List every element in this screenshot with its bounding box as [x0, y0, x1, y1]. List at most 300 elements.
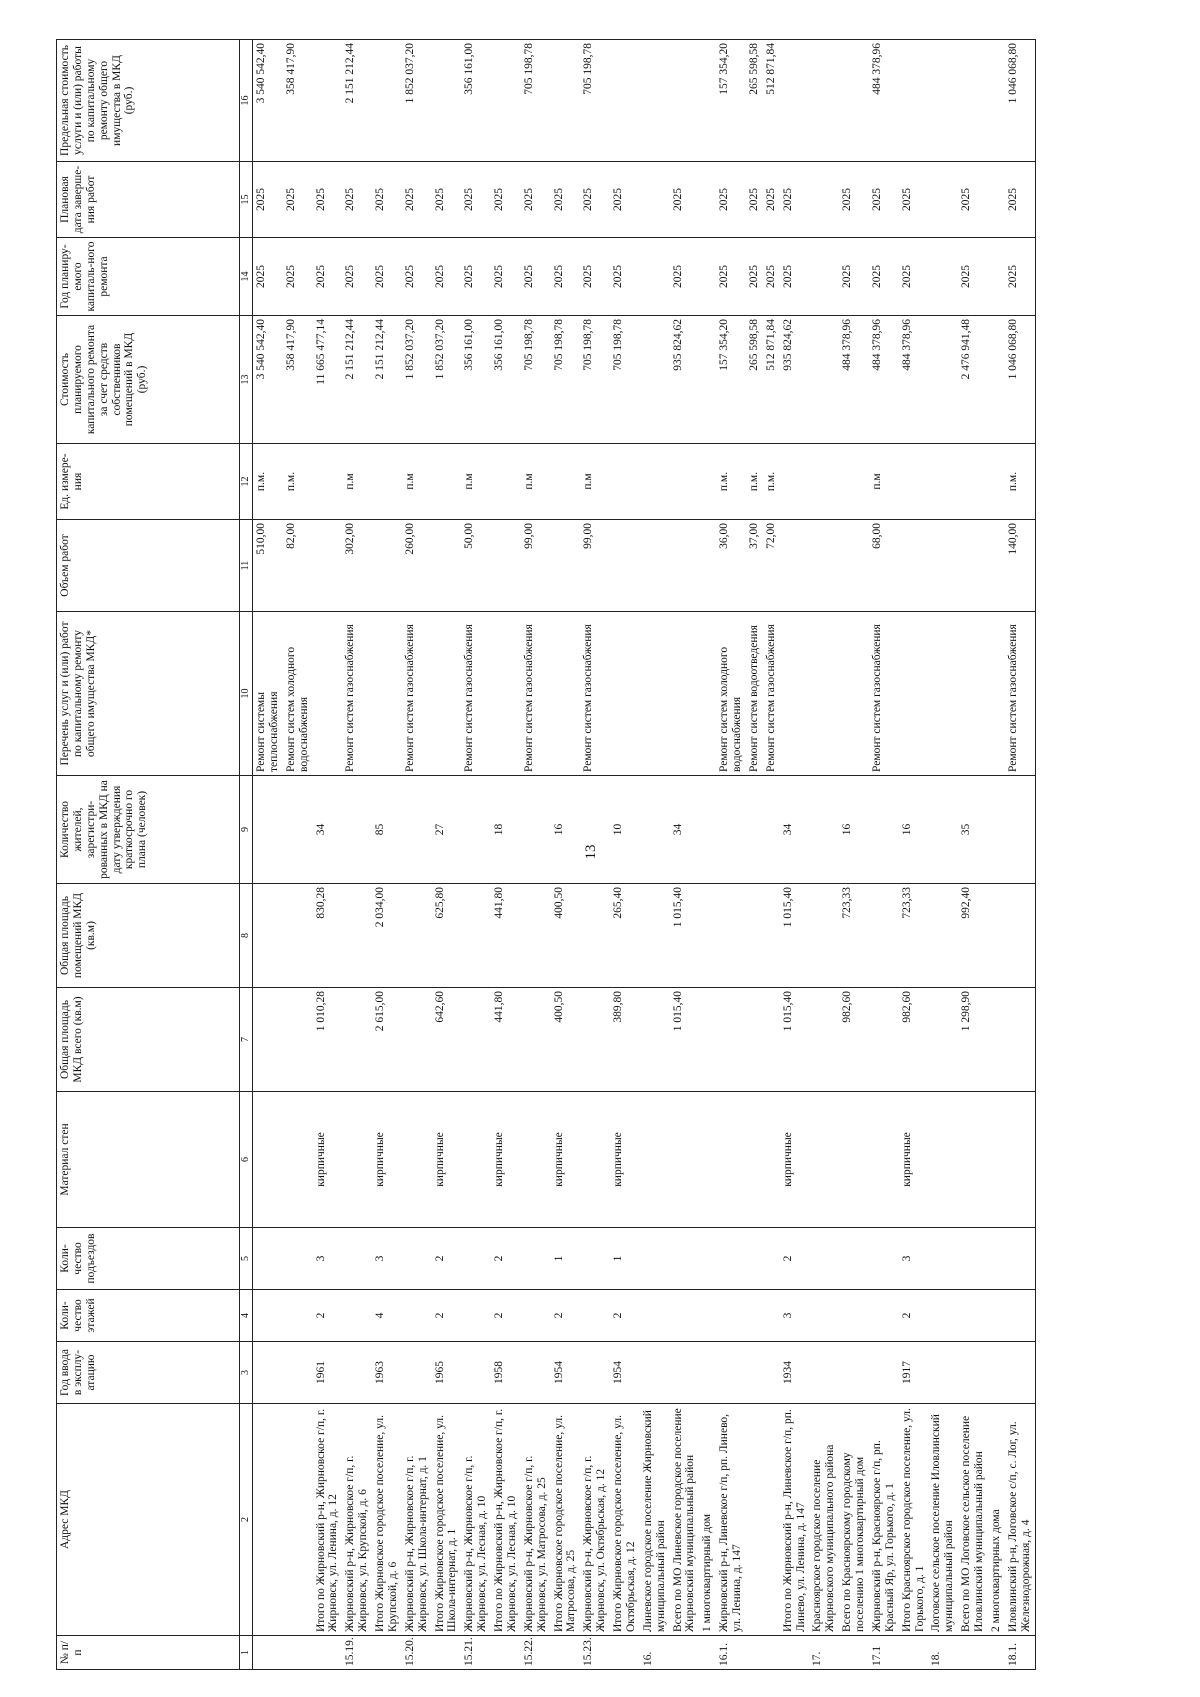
row-number: 16.1.	[716, 1636, 746, 1670]
year-built-cell	[253, 1342, 283, 1404]
unit-cell: п.м.	[1005, 444, 1035, 520]
total-area-cell	[640, 988, 670, 1092]
entrances-cell	[958, 1228, 988, 1290]
residents-cell: 34	[670, 776, 700, 884]
completion-date-cell: 2025	[580, 162, 610, 238]
col-header: Коли-чество этажей	[57, 1290, 240, 1342]
cost-cell: 2 151 212,44	[372, 316, 402, 444]
col-number: 11	[240, 520, 253, 612]
entrances-cell: 1	[610, 1228, 640, 1290]
premises-area-cell: 830,28	[313, 884, 343, 988]
completion-date-cell: 2025	[716, 162, 746, 238]
residents-cell	[869, 776, 899, 884]
total-area-cell: 1 010,28	[313, 988, 343, 1092]
address-cell: Красноярское городское поселение Жирновского муниципального района	[809, 1404, 839, 1636]
work-list-cell	[610, 612, 640, 776]
table-row	[461, 40, 491, 1670]
premises-area-cell: 1 015,40	[780, 884, 810, 988]
col-header: Предельная стоимость услуги и (или) работы по капитальному ремонту общего имущества в МКД (руб.)	[57, 40, 240, 162]
unit-cell	[699, 444, 716, 520]
total-area-cell	[716, 988, 746, 1092]
table-row	[670, 40, 700, 1670]
entrances-cell: 2	[432, 1228, 462, 1290]
limit-cost-cell	[958, 40, 988, 162]
cost-cell: 1 852 037,20	[402, 316, 432, 444]
premises-area-cell: 992,40	[958, 884, 988, 988]
completion-date-cell: 2025	[342, 162, 372, 238]
total-area-cell	[763, 988, 780, 1092]
wall-material-cell	[670, 1092, 700, 1228]
table-row	[342, 40, 372, 1670]
rotated-page	[56, 40, 1112, 1670]
total-area-cell	[988, 988, 1005, 1092]
work-volume-cell: 302,00	[342, 520, 372, 612]
wall-material-cell: кирпичные	[491, 1092, 521, 1228]
limit-cost-cell	[313, 40, 343, 162]
completion-date-cell: 2025	[763, 162, 780, 238]
completion-date-cell: 2025	[253, 162, 283, 238]
entrances-cell: 3	[372, 1228, 402, 1290]
table-row	[1005, 40, 1035, 1670]
repair-year-cell: 2025	[839, 238, 869, 316]
repair-year-cell: 2025	[670, 238, 700, 316]
limit-cost-cell: 157 354,20	[716, 40, 746, 162]
year-built-cell	[763, 1342, 780, 1404]
limit-cost-cell: 358 417,90	[283, 40, 313, 162]
work-list-cell: Ремонт систем газоснабжения	[1005, 612, 1035, 776]
completion-date-cell: 2025	[283, 162, 313, 238]
work-list-cell: Ремонт систем газоснабжения	[763, 612, 780, 776]
completion-date-cell: 2025	[461, 162, 491, 238]
year-built-cell	[461, 1342, 491, 1404]
premises-area-cell	[1005, 884, 1035, 988]
wall-material-cell	[342, 1092, 372, 1228]
repair-year-cell: 2025	[763, 238, 780, 316]
cost-cell: 705 198,78	[521, 316, 551, 444]
col-header: Материал стен	[57, 1092, 240, 1228]
limit-cost-cell: 356 161,00	[461, 40, 491, 162]
row-number	[699, 1636, 716, 1670]
completion-date-cell	[809, 162, 839, 238]
wall-material-cell	[580, 1092, 610, 1228]
cost-cell: 935 824,62	[780, 316, 810, 444]
work-list-cell	[958, 612, 988, 776]
repair-year-cell: 2025	[551, 238, 581, 316]
repair-year-cell: 2025	[899, 238, 929, 316]
residents-cell: 18	[491, 776, 521, 884]
premises-area-cell	[746, 884, 763, 988]
address-cell: 2 многоквартирных дома	[988, 1404, 1005, 1636]
work-list-cell	[780, 612, 810, 776]
work-volume-cell: 99,00	[580, 520, 610, 612]
year-built-cell	[988, 1342, 1005, 1404]
limit-cost-cell: 1 046 068,80	[1005, 40, 1035, 162]
limit-cost-cell	[809, 40, 839, 162]
row-number	[899, 1636, 929, 1670]
cost-cell: 484 378,96	[839, 316, 869, 444]
year-built-cell	[670, 1342, 700, 1404]
cost-cell	[699, 316, 716, 444]
residents-cell: 35	[958, 776, 988, 884]
unit-cell: п.м	[580, 444, 610, 520]
address-cell: Всего по МО Линевское городское поселение Жирновский муниципальный район	[670, 1404, 700, 1636]
work-volume-cell: 72,00	[763, 520, 780, 612]
work-list-cell	[809, 612, 839, 776]
year-built-cell: 1963	[372, 1342, 402, 1404]
year-built-cell	[640, 1342, 670, 1404]
col-header: № п/п	[57, 1636, 240, 1670]
address-cell: Иловлинский р-н, Логовское с/п, с. Лог, ул. Железнодорожная, д. 4	[1005, 1404, 1035, 1636]
residents-cell	[988, 776, 1005, 884]
row-number	[839, 1636, 869, 1670]
unit-cell: п.м	[521, 444, 551, 520]
premises-area-cell: 265,40	[610, 884, 640, 988]
entrances-cell: 2	[491, 1228, 521, 1290]
premises-area-cell: 2 034,00	[372, 884, 402, 988]
floors-cell: 2	[610, 1290, 640, 1342]
premises-area-cell	[461, 884, 491, 988]
year-built-cell: 1934	[780, 1342, 810, 1404]
table-row	[699, 40, 716, 1670]
limit-cost-cell	[610, 40, 640, 162]
address-cell: Жирновский р-н, Линевское г/п, рп. Линево, ул. Ленина, д. 147	[716, 1404, 746, 1636]
col-header: Год ввода в эксплу-атацию	[57, 1342, 240, 1404]
unit-cell	[958, 444, 988, 520]
row-number	[670, 1636, 700, 1670]
year-built-cell	[746, 1342, 763, 1404]
cost-cell: 3 540 542,40	[253, 316, 283, 444]
address-cell: Итого Жирновское городское поселение, ул. Крупской, д. 6	[372, 1404, 402, 1636]
floors-cell	[580, 1290, 610, 1342]
table-row	[839, 40, 869, 1670]
table-row	[283, 40, 313, 1670]
table-row	[610, 40, 640, 1670]
cost-cell: 484 378,96	[869, 316, 899, 444]
work-list-cell	[551, 612, 581, 776]
unit-cell: п.м.	[716, 444, 746, 520]
work-volume-cell: 82,00	[283, 520, 313, 612]
work-volume-cell: 50,00	[461, 520, 491, 612]
residents-cell	[283, 776, 313, 884]
col-number: 4	[240, 1290, 253, 1342]
unit-cell	[988, 444, 1005, 520]
repair-year-cell: 2025	[580, 238, 610, 316]
limit-cost-cell: 512 871,84	[763, 40, 780, 162]
row-number: 15.23.	[580, 1636, 610, 1670]
cost-cell: 2 151 212,44	[342, 316, 372, 444]
cost-cell: 1 046 068,80	[1005, 316, 1035, 444]
floors-cell: 4	[372, 1290, 402, 1342]
work-volume-cell	[958, 520, 988, 612]
repair-year-cell: 2025	[313, 238, 343, 316]
total-area-cell	[253, 988, 283, 1092]
table-body	[253, 40, 1036, 1670]
work-list-cell	[699, 612, 716, 776]
floors-cell	[640, 1290, 670, 1342]
limit-cost-cell	[839, 40, 869, 162]
year-built-cell	[521, 1342, 551, 1404]
floors-cell: 2	[491, 1290, 521, 1342]
work-volume-cell	[899, 520, 929, 612]
total-area-cell	[746, 988, 763, 1092]
completion-date-cell: 2025	[899, 162, 929, 238]
entrances-cell: 3	[899, 1228, 929, 1290]
floors-cell	[746, 1290, 763, 1342]
premises-area-cell	[580, 884, 610, 988]
wall-material-cell	[640, 1092, 670, 1228]
premises-area-cell	[640, 884, 670, 988]
col-header: Объем работ	[57, 520, 240, 612]
cost-cell	[928, 316, 958, 444]
year-built-cell	[1005, 1342, 1035, 1404]
cost-cell: 265 598,58	[746, 316, 763, 444]
year-built-cell	[342, 1342, 372, 1404]
table-row	[372, 40, 402, 1670]
floors-cell	[839, 1290, 869, 1342]
col-number: 13	[240, 316, 253, 444]
floors-cell	[283, 1290, 313, 1342]
entrances-cell	[402, 1228, 432, 1290]
limit-cost-cell: 705 198,78	[521, 40, 551, 162]
table-row	[899, 40, 929, 1670]
col-header: Год планиру-емого капиталь-ного ремонта	[57, 238, 240, 316]
premises-area-cell: 441,80	[491, 884, 521, 988]
floors-cell	[342, 1290, 372, 1342]
year-built-cell: 1965	[432, 1342, 462, 1404]
unit-cell: п.м	[402, 444, 432, 520]
row-number: 17.1	[869, 1636, 899, 1670]
premises-area-cell	[988, 884, 1005, 988]
total-area-cell: 400,50	[551, 988, 581, 1092]
year-built-cell: 1961	[313, 1342, 343, 1404]
work-volume-cell: 260,00	[402, 520, 432, 612]
row-number: 15.20.	[402, 1636, 432, 1670]
floors-cell: 2	[899, 1290, 929, 1342]
work-volume-cell	[988, 520, 1005, 612]
limit-cost-cell	[491, 40, 521, 162]
cost-cell: 358 417,90	[283, 316, 313, 444]
floors-cell	[988, 1290, 1005, 1342]
repair-year-cell	[809, 238, 839, 316]
residents-cell	[809, 776, 839, 884]
col-number: 14	[240, 238, 253, 316]
residents-cell	[928, 776, 958, 884]
table-row	[746, 40, 763, 1670]
floors-cell	[928, 1290, 958, 1342]
repair-year-cell: 2025	[869, 238, 899, 316]
address-cell	[283, 1404, 313, 1636]
total-area-cell	[809, 988, 839, 1092]
table-row	[402, 40, 432, 1670]
wall-material-cell: кирпичные	[432, 1092, 462, 1228]
year-built-cell	[580, 1342, 610, 1404]
address-cell: Жирновский р-н, Жирновское г/п, г. Жирновск, ул. Школа-интернат, д. 1	[402, 1404, 432, 1636]
year-built-cell	[283, 1342, 313, 1404]
work-volume-cell	[491, 520, 521, 612]
unit-cell	[670, 444, 700, 520]
wall-material-cell: кирпичные	[780, 1092, 810, 1228]
residents-cell: 34	[313, 776, 343, 884]
completion-date-cell: 2025	[869, 162, 899, 238]
premises-area-cell	[763, 884, 780, 988]
completion-date-cell: 2025	[670, 162, 700, 238]
work-volume-cell	[839, 520, 869, 612]
work-volume-cell: 37,00	[746, 520, 763, 612]
col-header: Плановая дата заверше-ния работ	[57, 162, 240, 238]
unit-cell: п.м.	[283, 444, 313, 520]
repair-year-cell: 2025	[432, 238, 462, 316]
unit-cell: п.м.	[763, 444, 780, 520]
entrances-cell	[809, 1228, 839, 1290]
premises-area-cell: 723,33	[839, 884, 869, 988]
row-number	[988, 1636, 1005, 1670]
col-number: 9	[240, 776, 253, 884]
wall-material-cell	[839, 1092, 869, 1228]
table-row	[640, 40, 670, 1670]
completion-date-cell: 2025	[521, 162, 551, 238]
address-cell	[253, 1404, 283, 1636]
col-number: 16	[240, 40, 253, 162]
address-cell: Жирновский р-н, Жирновское г/п, г. Жирновск, ул. Крупской, д. 6	[342, 1404, 372, 1636]
cost-cell: 356 161,00	[461, 316, 491, 444]
repair-year-cell	[988, 238, 1005, 316]
residents-cell: 16	[839, 776, 869, 884]
row-number	[313, 1636, 343, 1670]
wall-material-cell	[402, 1092, 432, 1228]
repair-year-cell: 2025	[1005, 238, 1035, 316]
year-built-cell	[699, 1342, 716, 1404]
work-volume-cell	[809, 520, 839, 612]
address-cell: 1 многоквартирный дом	[699, 1404, 716, 1636]
column-number-row	[240, 40, 253, 1670]
cost-cell: 705 198,78	[551, 316, 581, 444]
work-list-cell: Ремонт систем газоснабжения	[521, 612, 551, 776]
entrances-cell	[521, 1228, 551, 1290]
row-number	[372, 1636, 402, 1670]
work-volume-cell: 510,00	[253, 520, 283, 612]
completion-date-cell	[928, 162, 958, 238]
row-number	[763, 1636, 780, 1670]
wall-material-cell: кирпичные	[899, 1092, 929, 1228]
wall-material-cell	[253, 1092, 283, 1228]
residents-cell: 16	[899, 776, 929, 884]
floors-cell	[670, 1290, 700, 1342]
col-header: Стоимость планируемого капитального ремонта за счет средств собственников помещений в МКД (руб.)	[57, 316, 240, 444]
address-cell: Логовское сельское поселение Иловлинский муниципальный район	[928, 1404, 958, 1636]
wall-material-cell	[461, 1092, 491, 1228]
residents-cell: 34	[780, 776, 810, 884]
entrances-cell	[699, 1228, 716, 1290]
work-list-cell: Ремонт систем газоснабжения	[461, 612, 491, 776]
floors-cell	[521, 1290, 551, 1342]
row-number: 15.21.	[461, 1636, 491, 1670]
wall-material-cell	[746, 1092, 763, 1228]
residents-cell: 85	[372, 776, 402, 884]
work-list-cell	[313, 612, 343, 776]
work-list-cell	[432, 612, 462, 776]
completion-date-cell: 2025	[1005, 162, 1035, 238]
floors-cell	[1005, 1290, 1035, 1342]
total-area-cell	[869, 988, 899, 1092]
col-header: Количество жителей, зарегистри-рованных в МКД на дату утверждения краткосрочно го плана (человек)	[57, 776, 240, 884]
col-number: 8	[240, 884, 253, 988]
wall-material-cell	[809, 1092, 839, 1228]
work-list-cell: Ремонт систем газоснабжения	[869, 612, 899, 776]
limit-cost-cell	[899, 40, 929, 162]
table-row	[780, 40, 810, 1670]
entrances-cell	[988, 1228, 1005, 1290]
wall-material-cell	[716, 1092, 746, 1228]
address-cell: Итого по Жирновский р-н, Жирновское г/п, г. Жирновск, ул. Ленина, д. 12	[313, 1404, 343, 1636]
col-header: Адрес МКД	[57, 1404, 240, 1636]
wall-material-cell: кирпичные	[551, 1092, 581, 1228]
address-cell: Итого Красноярское городское поселение, ул. Горького, д. 1	[899, 1404, 929, 1636]
completion-date-cell	[988, 162, 1005, 238]
limit-cost-cell	[670, 40, 700, 162]
table-row	[521, 40, 551, 1670]
premises-area-cell	[253, 884, 283, 988]
completion-date-cell	[640, 162, 670, 238]
cost-cell: 935 824,62	[670, 316, 700, 444]
address-cell: Итого Жирновское городское поселение, ул. Октябрьская, д. 12	[610, 1404, 640, 1636]
wall-material-cell	[869, 1092, 899, 1228]
wall-material-cell: кирпичные	[313, 1092, 343, 1228]
limit-cost-cell: 705 198,78	[580, 40, 610, 162]
floors-cell	[699, 1290, 716, 1342]
completion-date-cell: 2025	[958, 162, 988, 238]
table-row	[988, 40, 1005, 1670]
total-area-cell	[342, 988, 372, 1092]
unit-cell	[491, 444, 521, 520]
entrances-cell	[928, 1228, 958, 1290]
work-volume-cell	[551, 520, 581, 612]
residents-cell	[402, 776, 432, 884]
unit-cell	[372, 444, 402, 520]
row-number	[780, 1636, 810, 1670]
repair-year-cell: 2025	[716, 238, 746, 316]
premises-area-cell	[809, 884, 839, 988]
floors-cell	[253, 1290, 283, 1342]
total-area-cell: 982,60	[899, 988, 929, 1092]
premises-area-cell	[283, 884, 313, 988]
wall-material-cell	[283, 1092, 313, 1228]
premises-area-cell	[869, 884, 899, 988]
floors-cell	[869, 1290, 899, 1342]
work-volume-cell: 140,00	[1005, 520, 1035, 612]
wall-material-cell	[763, 1092, 780, 1228]
cost-cell	[809, 316, 839, 444]
work-list-cell	[899, 612, 929, 776]
floors-cell	[716, 1290, 746, 1342]
unit-cell	[928, 444, 958, 520]
year-built-cell	[402, 1342, 432, 1404]
limit-cost-cell	[640, 40, 670, 162]
table-row	[763, 40, 780, 1670]
unit-cell	[610, 444, 640, 520]
repair-year-cell: 2025	[521, 238, 551, 316]
unit-cell: п.м	[342, 444, 372, 520]
entrances-cell	[253, 1228, 283, 1290]
year-built-cell	[869, 1342, 899, 1404]
residents-cell	[746, 776, 763, 884]
completion-date-cell: 2025	[491, 162, 521, 238]
residents-cell: 10	[610, 776, 640, 884]
work-volume-cell: 36,00	[716, 520, 746, 612]
repair-year-cell	[640, 238, 670, 316]
limit-cost-cell	[432, 40, 462, 162]
work-list-cell	[988, 612, 1005, 776]
entrances-cell	[461, 1228, 491, 1290]
